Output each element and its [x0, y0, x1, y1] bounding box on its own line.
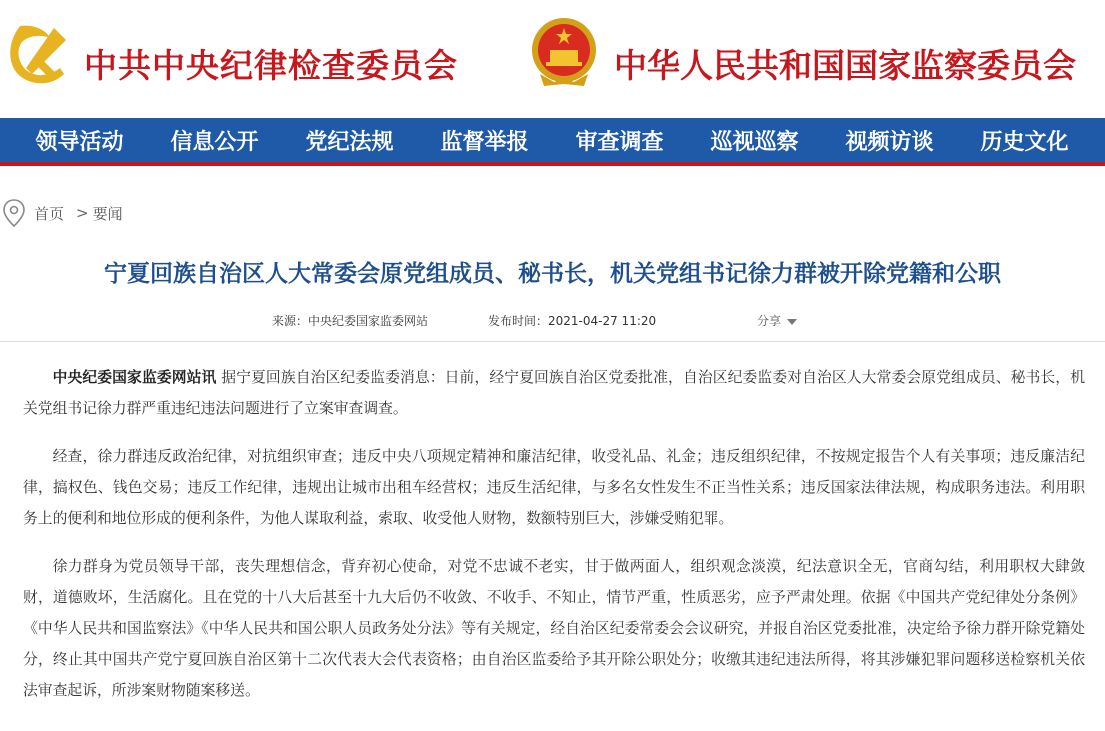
location-pin-icon [2, 198, 26, 228]
article-body [23, 362, 1085, 723]
nav-item-investigation[interactable]: 审查调查 [575, 128, 664, 155]
breadcrumb-home[interactable]: 首页 [34, 204, 65, 223]
breadcrumb [0, 198, 123, 228]
nav-item-information[interactable]: 信息公开 [170, 128, 259, 155]
divider [0, 341, 1105, 342]
share-label: 分享 [757, 314, 782, 328]
share-button[interactable] [757, 312, 797, 329]
main-nav [0, 118, 1105, 166]
cpc-commission-title[interactable]: 中共中央纪律检查委员会 [84, 46, 458, 85]
nav-item-video[interactable]: 视频访谈 [845, 128, 934, 155]
article-meta [0, 312, 1105, 332]
paragraph-text: 据宁夏回族自治区纪委监委消息：日前，经宁夏回族自治区党委批准，自治区纪委监委对自治区人大常委会原党组成员、秘书长，机关党组书记徐力群严重违纪违法问题进行了立案审查调查。 [23, 369, 1085, 417]
article-source: 来源：中央纪委国家监委网站 [272, 314, 429, 328]
article-title: 宁夏回族自治区人大常委会原党组成员、秘书长，机关党组书记徐力群被开除党籍和公职 [104, 261, 1001, 287]
paragraph: 经查，徐力群违反政治纪律，对抗组织审查；违反中央八项规定精神和廉洁纪律，收受礼品、礼金；违反组织纪律，不按规定报告个人有关事项；违反廉洁纪律，搞权色、钱色交易；违反工作纪律，违规出让城市出租车经营权；违反生活纪律，与多名女性发生不正当性关系；违反国家法律法规，构成职务违法。利用职务上的便利和地位形成的便利条件，为他人谋取利益，索取、收受他人财物，数额特别巨大，涉嫌受贿犯罪。 [23, 448, 1085, 527]
party-emblem-icon [6, 20, 74, 88]
lead-label: 中央纪委国家监委网站讯 [52, 369, 217, 386]
breadcrumb-separator: > [76, 204, 89, 222]
nav-item-regulations[interactable]: 党纪法规 [305, 128, 394, 155]
article-publish-time: 发布时间：2021-04-27 11:20 [488, 314, 657, 328]
paragraph: 徐力群身为党员领导干部，丧失理想信念，背弃初心使命，对党不忠诚不老实，甘于做两面人，组织观念淡漠，纪法意识全无，官商勾结，利用职权大肆敛财，道德败坏，生活腐化。且在党的十八大后甚至十九大后仍不收敛、不收手、不知止，情节严重，性质恶劣，应予严肃处理。依据《中国共产党纪律处分条例》《中华人民共和国监察法》《中华人民共和国公职人员政务处分法》等有关规定，经自治区纪委常委会会议研究，并报自治区党委批准，决定给予徐力群开除党籍处分，终止其中国共产党宁夏回族自治区第十二次代表大会代表资格；由自治区监委给予其开除公职处分；收缴其违纪违法所得，将其涉嫌犯罪问题移送检察机关依法审查起诉，所涉案财物随案移送。 [23, 558, 1085, 699]
site-header [0, 0, 1105, 118]
nav-item-leadership[interactable]: 领导活动 [35, 128, 124, 155]
nav-item-report[interactable]: 监督举报 [440, 128, 529, 155]
paragraph [23, 362, 1085, 424]
nav-item-history[interactable]: 历史文化 [980, 128, 1069, 155]
nav-item-inspection[interactable]: 巡视巡察 [710, 128, 799, 155]
national-emblem-icon [530, 14, 598, 90]
breadcrumb-current[interactable]: 要闻 [92, 204, 123, 223]
chevron-down-icon [787, 319, 797, 325]
national-supervisory-commission-title[interactable]: 中华人民共和国国家监察委员会 [614, 46, 1076, 85]
